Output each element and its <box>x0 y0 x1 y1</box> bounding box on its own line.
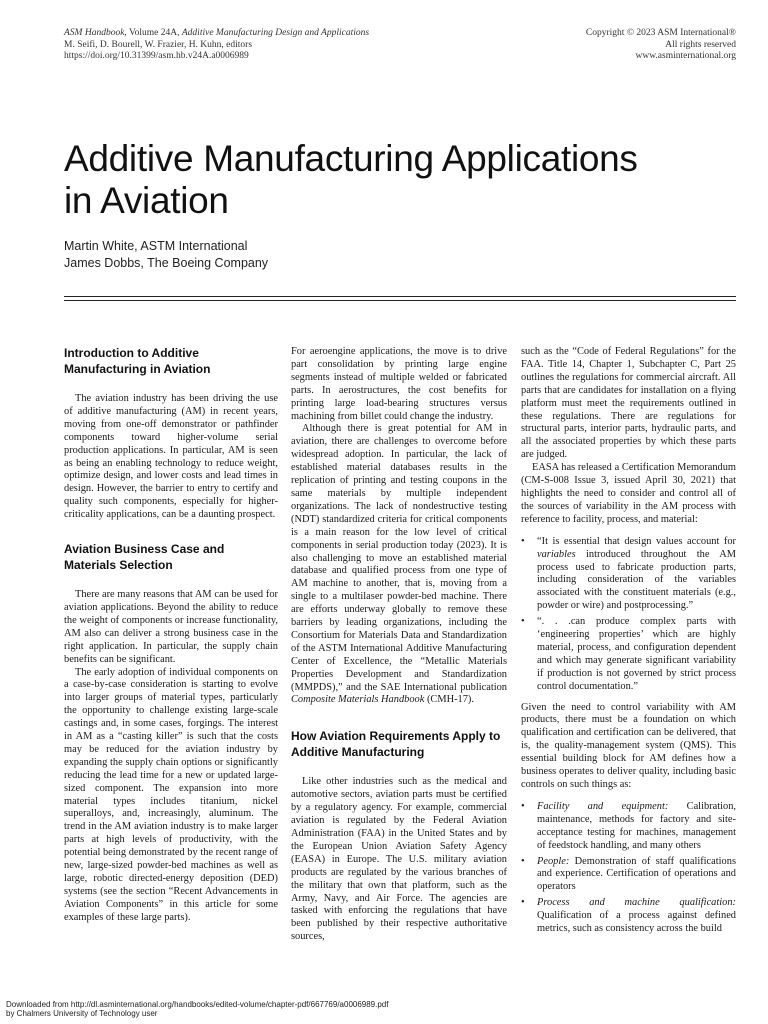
author: James Dobbs, The Boeing Company <box>64 256 269 270</box>
header-rights: All rights reserved <box>665 39 736 50</box>
section-heading: Introduction to Additive Manufacturing in Aviation <box>64 346 211 376</box>
paragraph: such as the “Code of Federal Regulations” for the FAA. Title 14, Chapter 1, Subchapter C, Part 25 outlines the regulations for commercial aircraft. All parts that are candidates for installation on a flying platform must meet the requirements outlined in these regulations. There are regulations for structural parts, interior parts, hydraulic parts, and all the associated properties by which these parts are judged. <box>521 346 736 461</box>
bullet-icon: • <box>521 897 525 909</box>
controls-list <box>521 801 736 936</box>
list-item: • Facility and equipment: Calibration, maintenance, methods for factory and site-acceptance testing for machines, management of feedstock handling, and many others <box>521 800 736 851</box>
bullet-icon: • <box>521 616 525 628</box>
section-heading: Aviation Business Case and Materials Selection <box>64 542 225 572</box>
paragraph: There are many reasons that AM can be used for aviation applications. Beyond the ability to reduce the weight of components or increase functionality, AM also can deliver a strong business case in the right application. In particular, the supply chain benefits can be significant. <box>64 589 278 665</box>
paragraph: Given the need to control variability with AM products, there must be a foundation on which qualification and certification can be delivered, that is, the quality-management system (QMS). This essential building block for AM defines how a business operates to deliver quality, including basic controls on such things as: <box>521 701 736 790</box>
bullet-icon: • <box>521 535 525 547</box>
divider-rule <box>64 300 736 301</box>
paragraph: The aviation industry has been driving the use of additive manufacturing (AM) in recent years, moving from one-off demonstrator or pathfinder components toward higher-volume serial production applications. In particular, AM is seen as being an enabling technology to reduce weight, optimize design, and lower costs and lead times in design. However, the barrier to entry to certify and quality such components, especially for higher-criticality applications, can be a daunting prospect. <box>64 393 278 521</box>
bullet-icon: • <box>521 800 525 812</box>
running-header-left <box>64 28 369 63</box>
text-column-3 <box>521 346 736 944</box>
list-item: • Process and machine qualification: Qualification of a process against defined metrics, such as consistency across the build <box>521 897 736 935</box>
publication-title: Composite Materials Handbook <box>291 694 425 706</box>
title-line: in Aviation <box>64 180 229 221</box>
paragraph: For aeroengine applications, the move is to drive part consolidation by printing large engine segments instead of multiple welded or fabricated parts. In aerostructures, the cost benefits for printing large load-bearing structures versus machining from billet could change the industry. <box>291 346 507 422</box>
paragraph: Like other industries such as the medical and automotive sectors, aviation parts must be certified by a regulatory agency. For example, commercial aviation is regulated by the Federal Aviation Administration (FAA) in the United States and by the European Union Aviation Safety Agency (EASA) in Europe. The U.S. military aviation products are regulated by the various branches of the military that own that platform, such as the Army, Navy, and Air Force. The agencies are tasked with enforcing the regulations that have been published by their respective authoritative sources, <box>291 776 507 943</box>
quote-list <box>521 536 736 694</box>
paragraph: Although there is great potential for AM in aviation, there are challenges to overcome before widespread adoption. In particular, the lack of established material databases results in the replication of printing and testing coupons in the same materials by multiple independent organizations. The lack of nondestructive testing (NDT) standardized criteria for critical components is a main reason for the low level of critical components in serial production today (2023). It is also challenging to move an established material database and qualified process from one type of AM machine to another, that is, moving from a single to a multilaser powder-bed machine. There are efforts underway globally to remove these barriers by leading organizations, including the Consortium for Materials Data and Standardization of the ASTM International Additive Manufacturing Center of Excellence, the “Metallic Materials Properties Development and Standardization (MMPDS),” and the SAE International publication Composite Materials Handbook (CMH-17). <box>291 423 507 706</box>
running-header-right <box>586 28 736 63</box>
text-column-2 <box>291 346 507 944</box>
list-item: • “It is essential that design values account for variables introduced throughout the AM process used to fabricate production parts, including consideration of the variables associated with the constituent materials (e.g., powder or wire) and postprocessing.” <box>521 535 736 612</box>
footer-user: by Chalmers University of Technology user <box>6 1009 158 1018</box>
download-footer <box>6 1000 388 1018</box>
author-list <box>64 238 268 272</box>
title-line: Additive Manufacturing Applications <box>64 138 638 179</box>
header-website-link[interactable]: www.asminternational.org <box>635 51 736 61</box>
header-doi-link[interactable]: https://doi.org/10.31399/asm.hb.v24A.a0006989 <box>64 51 249 61</box>
list-item: • “. . .can produce complex parts with ‘engineering properties’ which are highly material, process, and configuration dependent and which may generate significant variability if production is not governed by strict process control documentation.” <box>521 616 736 692</box>
author: Martin White, ASTM International <box>64 239 248 253</box>
header-volume-line: ASM Handbook, Volume 24A, Additive Manufacturing Design and Applications <box>64 28 370 38</box>
bullet-icon: • <box>521 855 525 867</box>
divider-rule <box>64 296 736 297</box>
header-copyright: Copyright © 2023 ASM International® <box>585 28 736 38</box>
section-heading: How Aviation Requirements Apply to Additive Manufacturing <box>291 729 501 759</box>
paragraph: EASA has released a Certification Memorandum (CM-S-008 Issue 3, issued April 30, 2021) that highlights the need to consider and control all of the sources of variability in the AM process with reference to facility, process, and material: <box>521 462 736 525</box>
header-editors: M. Seifi, D. Bourell, W. Frazier, H. Kuhn, editors <box>64 39 253 50</box>
article-title <box>64 138 724 222</box>
paragraph: The early adoption of individual components on a case-by-case consideration is starting to evolve into larger groups of material types, particularly the opportunity to challenge existing large-scale castings and, in some cases, forgings. The interest in AM as a “casting killer” is such that the costs may be reduced for the aviation industry by expanding the supply chain options or significantly reducing the lead time for a new or updated large-sized component. The expansion into more material types includes titanium, nickel superalloys, and, increasingly, aluminum. The trend in the AM aviation industry is to make larger parts at high levels of productivity, with the potential being demonstrated by the recent range of new, large-sized powder-bed machines as well as large, robotic directed-energy deposition (DED) systems (see the section “Recent Advancements in Aviation Components” in this article for some examples of these large parts). <box>64 666 278 923</box>
text-column-1 <box>64 346 278 925</box>
footer-download-link[interactable]: Downloaded from http://dl.asminternational.org/handbooks/edited-volume/chapter-pdf/667769/a0006989.pdf <box>6 1000 389 1009</box>
list-item: • People: Demonstration of staff qualifications and experience. Certification of operations and operators <box>521 855 736 893</box>
